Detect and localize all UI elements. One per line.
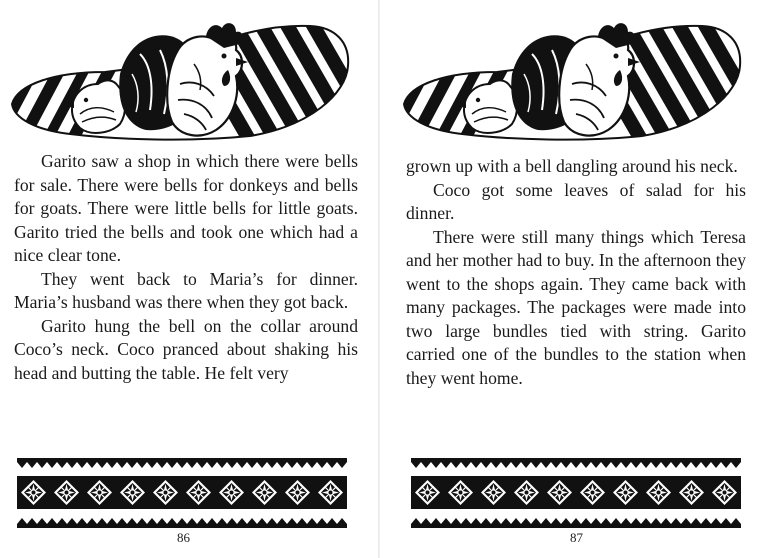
paragraph: They went back to Maria’s for dinner. Maria’s husband was there when they got back. — [14, 268, 358, 312]
paragraph-continuation: grown up with a bell dangling around his neck. — [406, 156, 738, 176]
right-page — [380, 0, 758, 558]
paragraph: Coco got some leaves of salad for his dinner. — [406, 179, 746, 223]
geometric-star-border-icon — [16, 458, 348, 528]
page-number: 87 — [570, 530, 583, 545]
paragraph: Garito hung the bell on the collar around Coco’s neck. Coco pranced about shaking his head and butting the table. He felt very — [14, 315, 358, 383]
paragraph: There were still many things which Teresa and her mother had to buy. In the afternoon they went to the shops again. They came back with many packages. The packages were made into two large bundles tied with string. Garito carried one of the bundles to the station when they went home. — [406, 226, 746, 388]
left-page-text — [14, 150, 358, 385]
left-page — [0, 0, 378, 558]
rooster-hen-on-striped-blanket-icon — [402, 14, 744, 144]
paragraph: Garito saw a shop in which there were bells for sale. There were bells for donkeys and bells for goats. There were little bells for little goats. Garito tried the bells and took one which had a nice clear tone. — [14, 151, 358, 265]
right-page-text — [406, 155, 746, 390]
geometric-star-border-icon — [410, 458, 742, 528]
page-number: 86 — [177, 530, 190, 545]
rooster-hen-on-striped-blanket-icon — [10, 14, 352, 144]
